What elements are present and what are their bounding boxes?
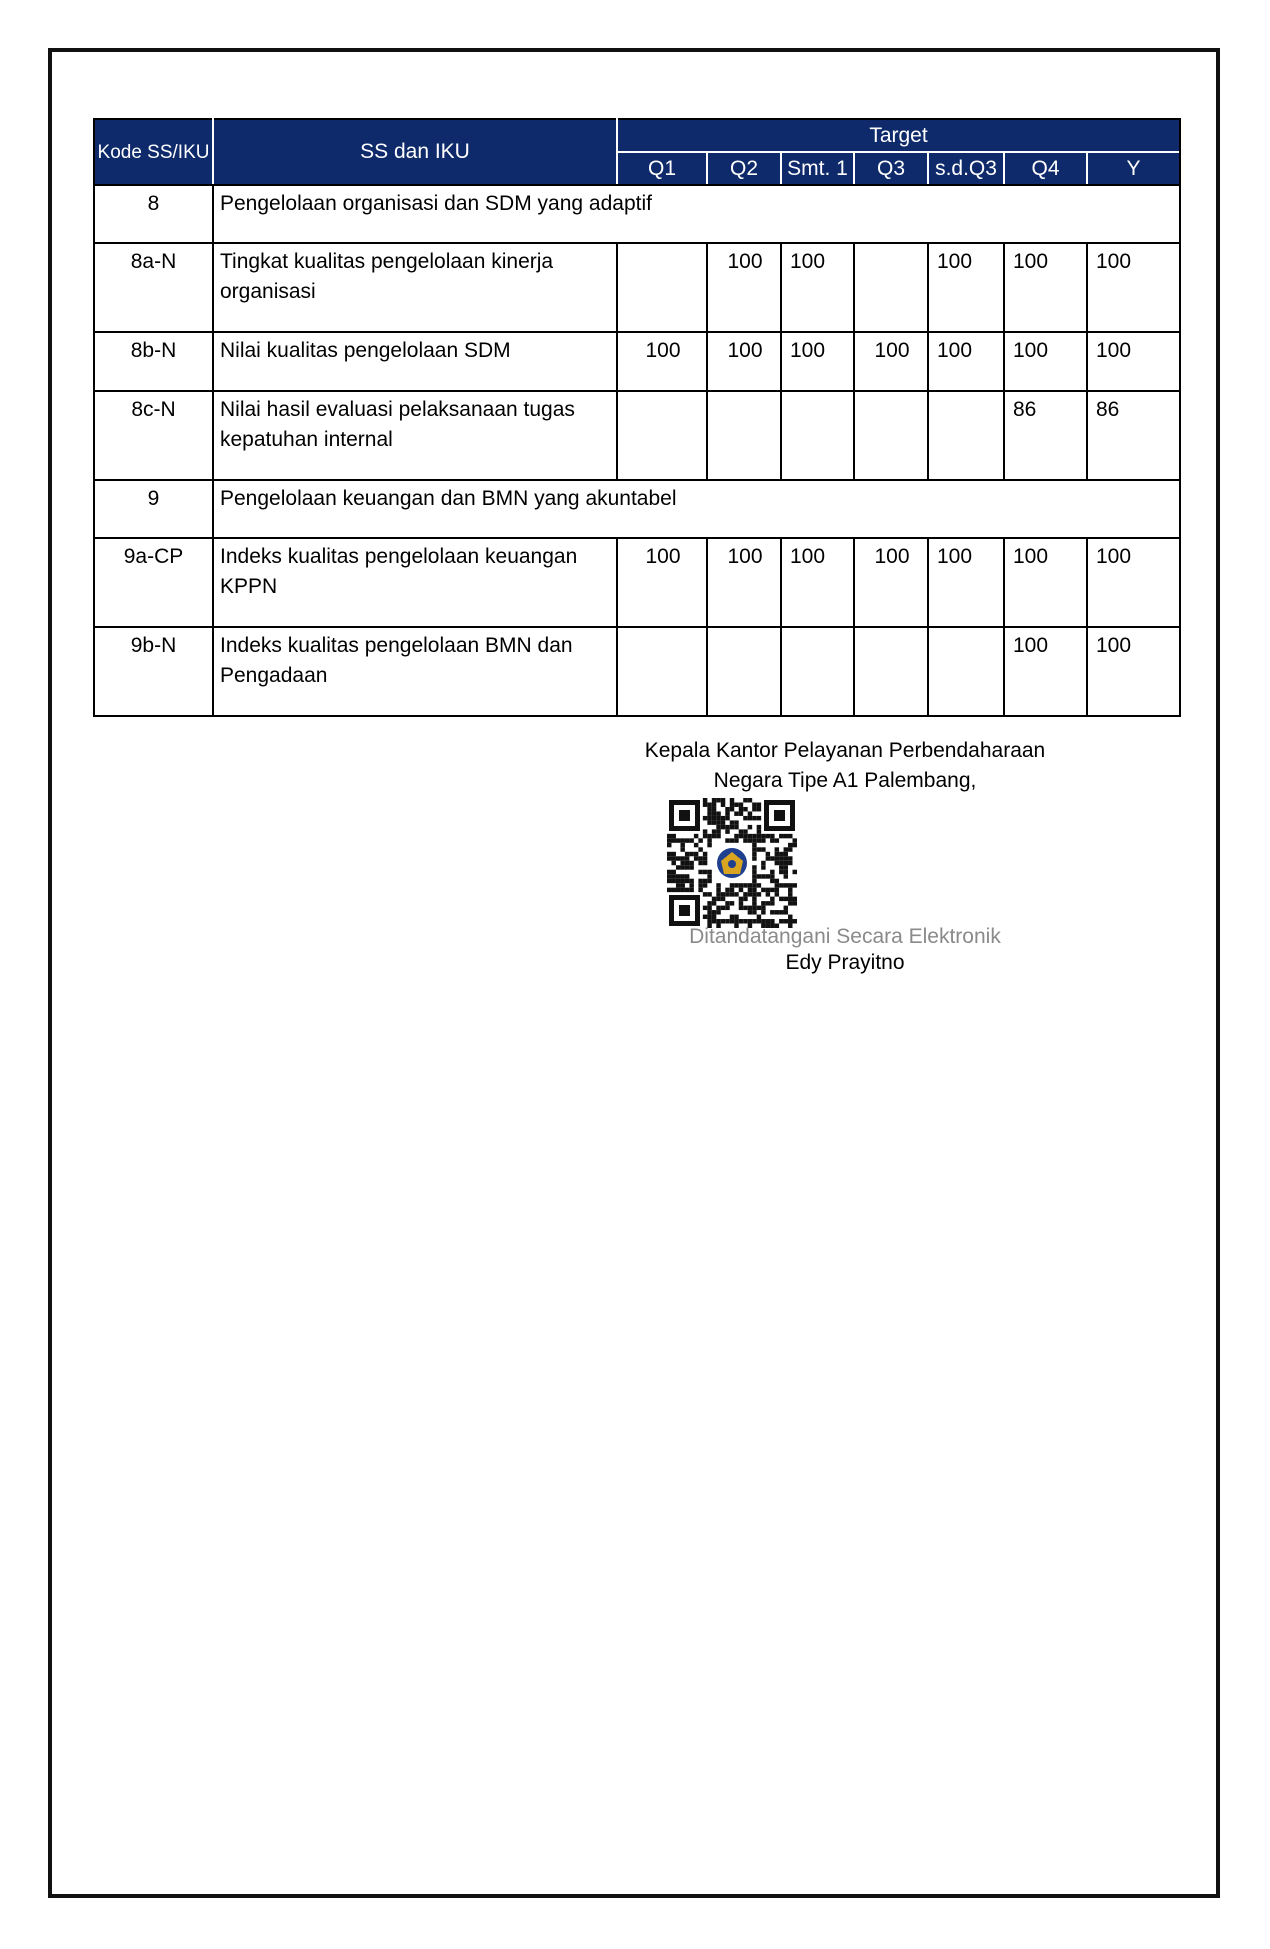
kpi-target-table	[93, 118, 1181, 717]
cell-sdq3: 100	[928, 538, 1004, 627]
row-code: 8a-N	[94, 243, 213, 332]
cell-q2: 100	[707, 538, 781, 627]
row-code: 8	[94, 185, 213, 243]
table-row	[94, 391, 1180, 480]
cell-q2	[707, 627, 781, 716]
cell-y: 100	[1087, 538, 1180, 627]
cell-q4: 100	[1004, 332, 1087, 391]
table-row	[94, 627, 1180, 716]
cell-y: 100	[1087, 332, 1180, 391]
row-text: Pengelolaan organisasi dan SDM yang adaptif	[213, 185, 1180, 243]
row-text: Indeks kualitas pengelolaan BMN dan Pengadaan	[213, 627, 617, 716]
cell-q3: 100	[854, 332, 928, 391]
signer-name: Edy Prayitno	[785, 951, 905, 974]
header-target: Target	[617, 119, 1180, 152]
cell-q1: 100	[617, 538, 707, 627]
signer-title-line2: Negara Tipe A1 Palembang,	[713, 769, 977, 792]
header-smt1: Smt. 1	[781, 152, 854, 185]
row-text: Tingkat kualitas pengelolaan kinerja organisasi	[213, 243, 617, 332]
cell-q1	[617, 391, 707, 480]
header-q1: Q1	[617, 152, 707, 185]
row-text: Indeks kualitas pengelolaan keuangan KPPN	[213, 538, 617, 627]
header-q2: Q2	[707, 152, 781, 185]
cell-q4: 86	[1004, 391, 1087, 480]
cell-q2: 100	[707, 243, 781, 332]
cell-q3	[854, 243, 928, 332]
cell-q1: 100	[617, 332, 707, 391]
table-row	[94, 243, 1180, 332]
signature-block	[600, 736, 1090, 796]
row-code: 9	[94, 480, 213, 538]
header-y: Y	[1087, 152, 1180, 185]
cell-q4: 100	[1004, 243, 1087, 332]
cell-y: 100	[1087, 627, 1180, 716]
header-q4: Q4	[1004, 152, 1087, 185]
cell-q1	[617, 243, 707, 332]
row-text: Pengelolaan keuangan dan BMN yang akuntabel	[213, 480, 1180, 538]
cell-q3	[854, 627, 928, 716]
emblem-icon	[714, 845, 750, 881]
header-sdq3: s.d.Q3	[928, 152, 1004, 185]
signer-title-line1: Kepala Kantor Pelayanan Perbendaharaan	[644, 739, 1046, 762]
cell-sdq3	[928, 391, 1004, 480]
cell-y: 86	[1087, 391, 1180, 480]
cell-smt1	[781, 627, 854, 716]
table-row	[94, 538, 1180, 627]
cell-q2	[707, 391, 781, 480]
cell-smt1: 100	[781, 332, 854, 391]
row-code: 9b-N	[94, 627, 213, 716]
cell-q4: 100	[1004, 538, 1087, 627]
cell-smt1: 100	[781, 538, 854, 627]
header-kode: Kode SS/IKU	[94, 119, 213, 185]
row-code: 8c-N	[94, 391, 213, 480]
cell-sdq3	[928, 627, 1004, 716]
qr-code-icon	[667, 798, 797, 928]
cell-q3: 100	[854, 538, 928, 627]
cell-smt1: 100	[781, 243, 854, 332]
cell-sdq3: 100	[928, 243, 1004, 332]
electronic-signature-note: Ditandatangani Secara Elektronik	[689, 925, 1001, 948]
row-text: Nilai kualitas pengelolaan SDM	[213, 332, 617, 391]
cell-smt1	[781, 391, 854, 480]
cell-q4: 100	[1004, 627, 1087, 716]
row-code: 9a-CP	[94, 538, 213, 627]
cell-q1	[617, 627, 707, 716]
table-row	[94, 480, 1180, 538]
header-q3: Q3	[854, 152, 928, 185]
table-row	[94, 332, 1180, 391]
cell-sdq3: 100	[928, 332, 1004, 391]
header-ss-iku: SS dan IKU	[213, 119, 617, 185]
cell-y: 100	[1087, 243, 1180, 332]
row-text: Nilai hasil evaluasi pelaksanaan tugas kepatuhan internal	[213, 391, 617, 480]
table-row	[94, 185, 1180, 243]
row-code: 8b-N	[94, 332, 213, 391]
cell-q2: 100	[707, 332, 781, 391]
cell-q3	[854, 391, 928, 480]
